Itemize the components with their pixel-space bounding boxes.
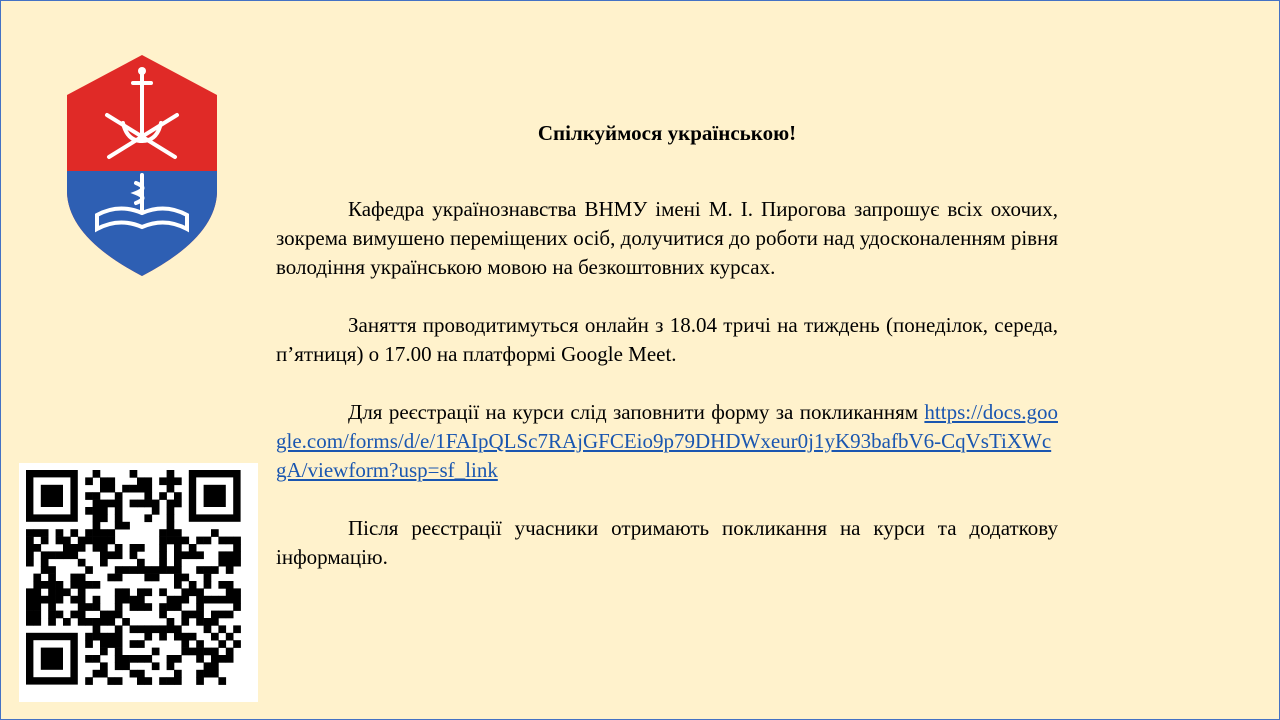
qr-code-icon[interactable] [19,463,258,702]
registration-link[interactable]: https://docs.google.com/forms/d/e/1FAIpQLSc7RAjGFCEio9p79DHDWxeur0j1yK93bafbV6-CqVsTiXWcgA/viewform?usp=sf_link [276,400,1058,482]
schedule-paragraph: Заняття проводитимуться онлайн з 18.04 тричі на тиждень (понеділок, середа, п’ятниця) о 17.00 на платформі Google Meet. [276,313,1058,366]
announcement-body [276,195,1058,572]
after-registration-paragraph: Після реєстрації учасники отримають покликання на курси та додаткову інформацію. [276,516,1058,569]
registration-paragraph [276,398,1058,485]
registration-text: Для реєстрації на курси слід заповнити форму за покликанням [348,400,925,424]
page-title: Спілкуймося українською! [537,121,797,145]
intro-paragraph: Кафедра українознавства ВНМУ імені М. І. Пирогова запрошує всіх охочих, зокрема вимушено переміщених осіб, долучитися до роботи над удосконаленням рівня володіння українською мовою на безкоштовних курсах. [276,197,1058,279]
university-crest-icon [67,53,217,278]
